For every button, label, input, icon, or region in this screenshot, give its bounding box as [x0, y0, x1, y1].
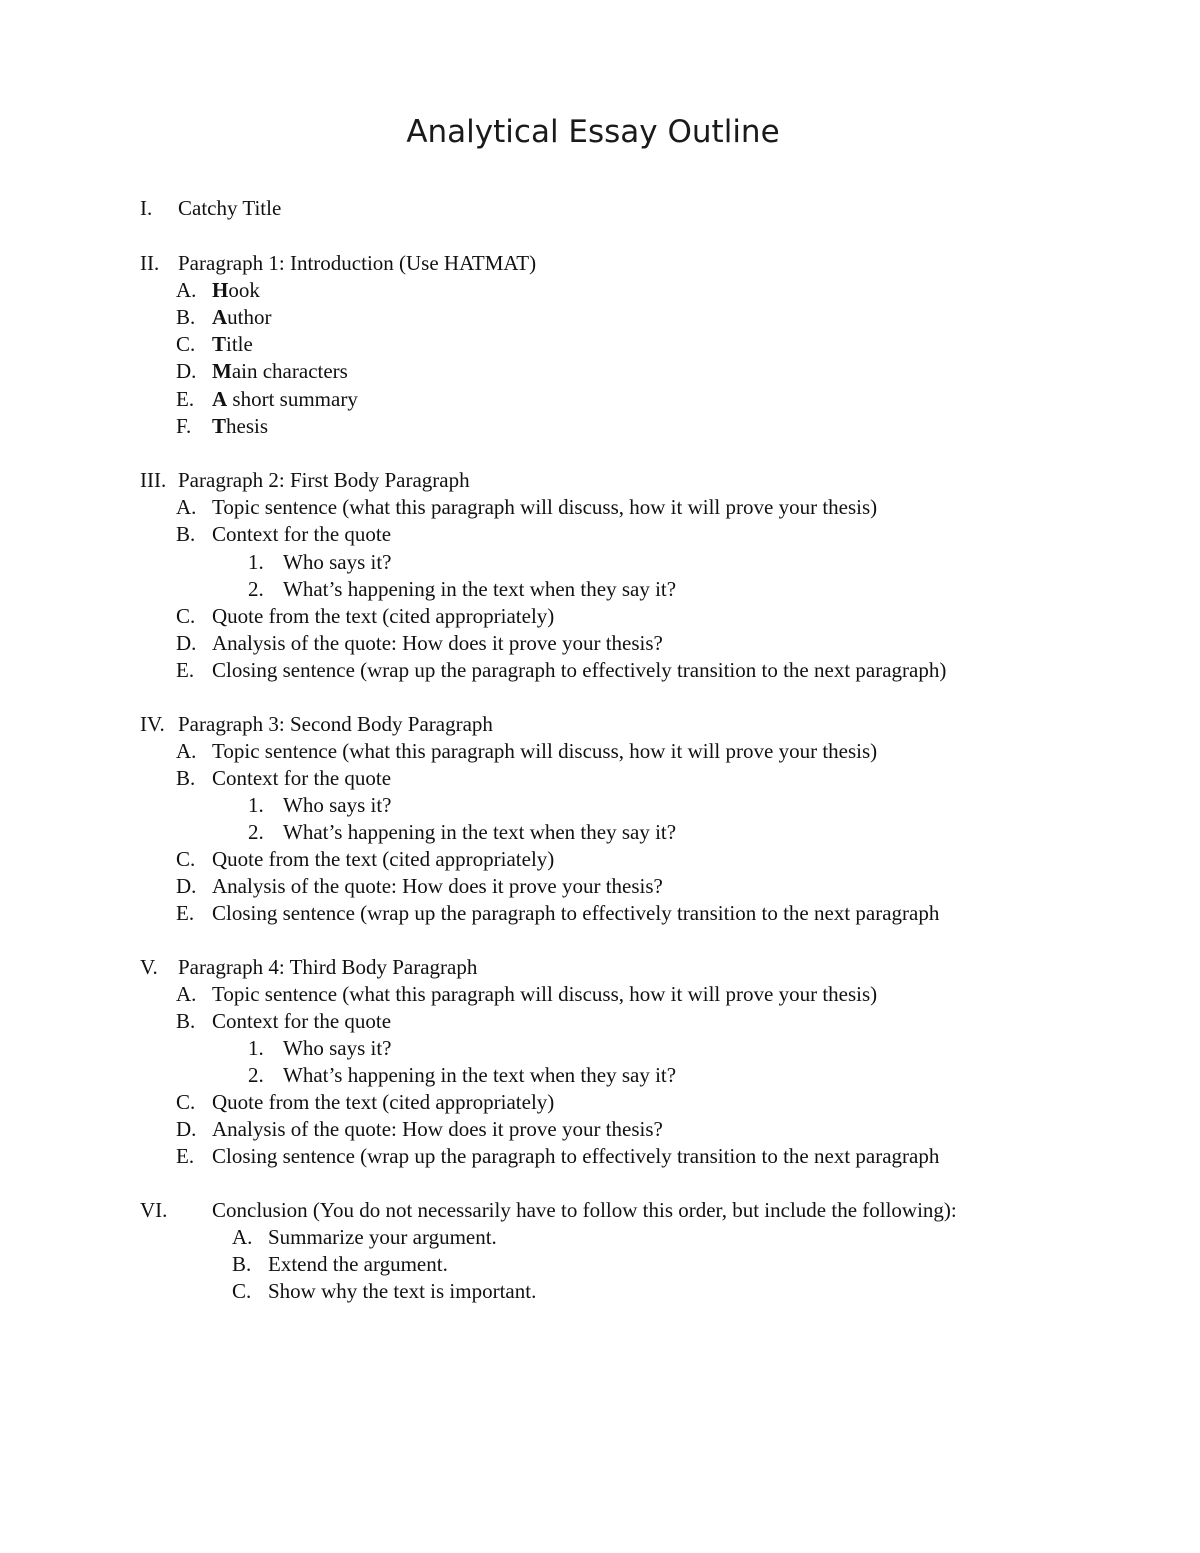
- item-marker: F.: [176, 414, 192, 438]
- outline-marker: II.: [140, 251, 160, 275]
- item-text: Quote from the text (cited appropriately): [212, 604, 555, 628]
- item-text: Topic sentence (what this paragraph will discuss, how it will prove your thesis): [212, 982, 878, 1006]
- item-text: Show why the text is important.: [268, 1279, 537, 1303]
- item-marker: D.: [176, 631, 197, 655]
- sub-item-marker: 2.: [248, 820, 264, 844]
- outline-marker: VI.: [140, 1198, 168, 1222]
- outline-heading: Paragraph 4: Third Body Paragraph: [178, 955, 478, 979]
- item-text: uthor: [227, 305, 272, 329]
- acronym-letter: H: [212, 278, 229, 302]
- acronym-letter: A: [212, 387, 228, 411]
- outline-marker: I.: [140, 196, 153, 220]
- item-marker: C.: [176, 332, 196, 356]
- item-text: Extend the argument.: [268, 1252, 448, 1276]
- acronym-letter: T: [212, 414, 227, 438]
- item-text: Analysis of the quote: How does it prove your thesis?: [212, 874, 663, 898]
- item-text: Closing sentence (wrap up the paragraph to effectively transition to the next paragraph: [212, 1144, 940, 1168]
- item-marker: A.: [176, 495, 197, 519]
- sub-item-text: What’s happening in the text when they say it?: [283, 577, 677, 601]
- sub-item-marker: 2.: [248, 1063, 264, 1087]
- sub-item-text: What’s happening in the text when they say it?: [283, 1063, 677, 1087]
- item-text: itle: [226, 332, 253, 356]
- item-text: Quote from the text (cited appropriately): [212, 1090, 555, 1114]
- sub-item-text: Who says it?: [283, 793, 392, 817]
- item-marker: A.: [176, 739, 197, 763]
- outline-heading: Paragraph 1: Introduction (Use HATMAT): [178, 251, 537, 275]
- sub-item-marker: 2.: [248, 577, 264, 601]
- item-marker: D.: [176, 359, 197, 383]
- item-text: ain characters: [231, 359, 348, 383]
- acronym-letter: T: [212, 332, 227, 356]
- item-marker: B.: [176, 305, 196, 329]
- item-text: Context for the quote: [212, 766, 392, 790]
- outline-heading: Conclusion (You do not necessarily have to follow this order, but include the following):: [212, 1198, 957, 1222]
- item-marker: B.: [176, 766, 196, 790]
- item-marker: C.: [176, 604, 196, 628]
- outline-marker: V.: [140, 955, 158, 979]
- item-text: Topic sentence (what this paragraph will discuss, how it will prove your thesis): [212, 495, 878, 519]
- item-text: Quote from the text (cited appropriately): [212, 847, 555, 871]
- item-text: hesis: [226, 414, 269, 438]
- sub-item-marker: 1.: [248, 1036, 264, 1060]
- item-text: Closing sentence (wrap up the paragraph to effectively transition to the next paragraph): [212, 658, 947, 682]
- item-marker: A.: [232, 1225, 253, 1249]
- item-marker: B.: [232, 1252, 252, 1276]
- item-text: ook: [228, 278, 260, 302]
- sub-item-marker: 1.: [248, 550, 264, 574]
- item-marker: B.: [176, 522, 196, 546]
- item-text: short summary: [227, 387, 358, 411]
- acronym-letter: M: [212, 359, 232, 383]
- item-marker: C.: [176, 847, 196, 871]
- outline-heading: Paragraph 2: First Body Paragraph: [178, 468, 470, 492]
- sub-item-text: What’s happening in the text when they say it?: [283, 820, 677, 844]
- item-marker: B.: [176, 1009, 196, 1033]
- item-text: Summarize your argument.: [268, 1225, 497, 1249]
- item-marker: D.: [176, 874, 197, 898]
- item-text: Topic sentence (what this paragraph will discuss, how it will prove your thesis): [212, 739, 878, 763]
- item-marker: E.: [176, 658, 195, 682]
- item-marker: E.: [176, 901, 195, 925]
- outline-marker: IV.: [140, 712, 165, 736]
- outline-marker: III.: [140, 468, 167, 492]
- item-marker: E.: [176, 1144, 195, 1168]
- item-marker: D.: [176, 1117, 197, 1141]
- item-marker: C.: [232, 1279, 252, 1303]
- item-text: Closing sentence (wrap up the paragraph to effectively transition to the next paragraph: [212, 901, 940, 925]
- item-marker: C.: [176, 1090, 196, 1114]
- sub-item-text: Who says it?: [283, 550, 392, 574]
- outline-text: Catchy Title: [178, 196, 282, 220]
- acronym-letter: A: [212, 305, 228, 329]
- outline-heading: Paragraph 3: Second Body Paragraph: [178, 712, 493, 736]
- item-text: Context for the quote: [212, 522, 392, 546]
- document-title: Analytical Essay Outline: [406, 114, 780, 150]
- sub-item-text: Who says it?: [283, 1036, 392, 1060]
- item-text: Context for the quote: [212, 1009, 392, 1033]
- item-marker: A.: [176, 982, 197, 1006]
- item-marker: E.: [176, 387, 195, 411]
- item-text: Analysis of the quote: How does it prove your thesis?: [212, 631, 663, 655]
- item-text: Analysis of the quote: How does it prove your thesis?: [212, 1117, 663, 1141]
- sub-item-marker: 1.: [248, 793, 264, 817]
- item-marker: A.: [176, 278, 197, 302]
